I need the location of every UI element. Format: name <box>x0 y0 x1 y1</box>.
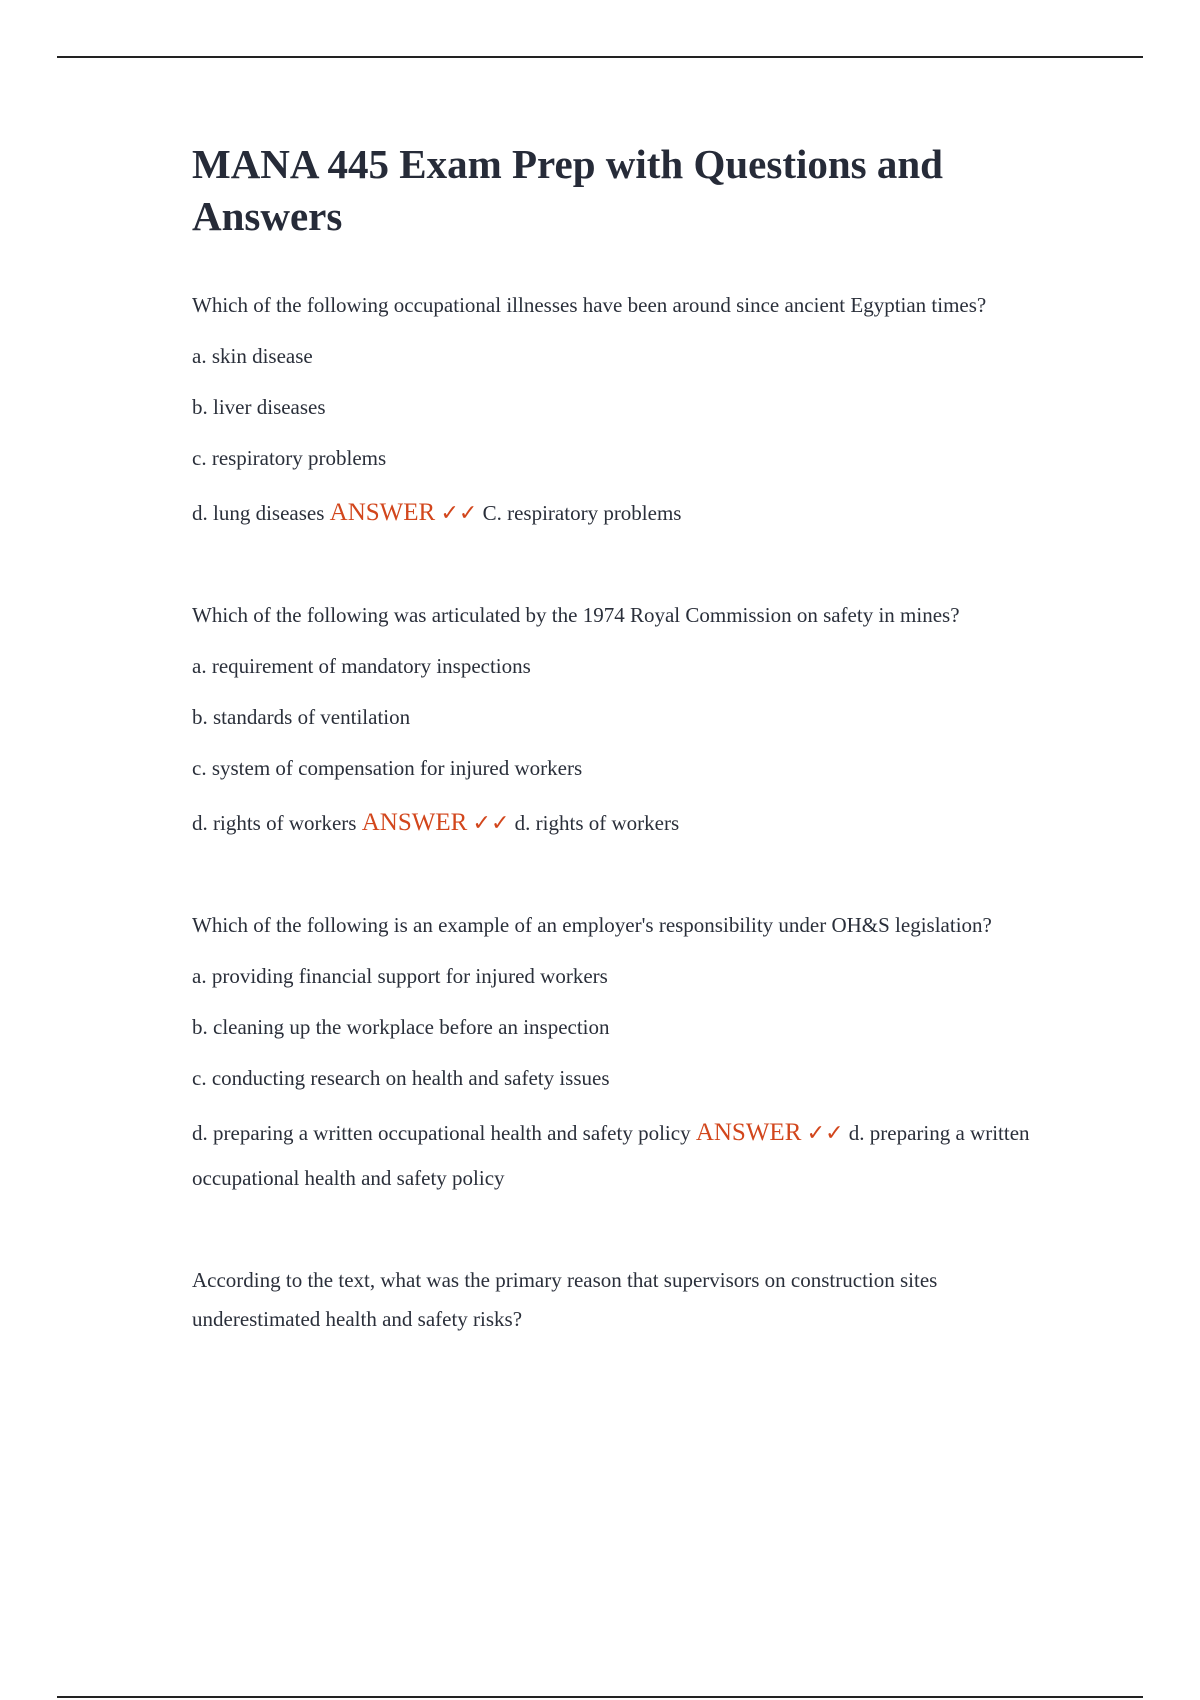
double-check-icon: ✓✓ <box>440 501 478 526</box>
question-text: According to the text, what was the primary reason that supervisors on construction sites underestimated health and safety risks? <box>192 1268 938 1331</box>
option-d: d. rights of workers <box>192 811 357 835</box>
answer-line <box>192 490 1037 536</box>
double-check-icon: ✓✓ <box>806 1121 844 1146</box>
question-block-4 <box>192 1261 1037 1339</box>
double-check-icon: ✓✓ <box>472 811 510 836</box>
option-b: b. cleaning up the workplace before an inspection <box>192 1015 610 1039</box>
option-c: c. conducting research on health and safety issues <box>192 1066 610 1090</box>
answer-line <box>192 1110 1037 1201</box>
answer-label: ANSWER <box>361 809 468 836</box>
answer-text: d. rights of workers <box>514 811 680 835</box>
answer-label: ANSWER <box>695 1119 802 1146</box>
option-b: b. liver diseases <box>192 395 326 419</box>
question-block-1 <box>192 286 1037 536</box>
option-c: c. respiratory problems <box>192 446 387 470</box>
option-c: c. system of compensation for injured workers <box>192 756 583 780</box>
question-block-3 <box>192 906 1037 1201</box>
option-a: a. providing financial support for injured workers <box>192 964 608 988</box>
answer-label: ANSWER <box>329 499 436 526</box>
document-page <box>192 138 1037 1351</box>
question-text: Which of the following was articulated by the 1974 Royal Commission on safety in mines? <box>192 603 960 627</box>
document-title: MANA 445 Exam Prep with Questions and Answers <box>192 141 943 239</box>
question-text: Which of the following is an example of an employer's responsibility under OH&S legislation? <box>192 913 992 937</box>
option-b: b. standards of ventilation <box>192 705 411 729</box>
answer-line <box>192 800 1037 846</box>
option-a: a. skin disease <box>192 344 313 368</box>
answer-text: d. preparing a written occupational health and safety policy <box>192 1121 1030 1190</box>
bottom-rule <box>57 1696 1143 1698</box>
answer-text: C. respiratory problems <box>482 501 682 525</box>
option-a: a. requirement of mandatory inspections <box>192 654 531 678</box>
option-d: d. preparing a written occupational health and safety policy <box>192 1121 691 1145</box>
question-block-2 <box>192 596 1037 846</box>
question-text: Which of the following occupational illnesses have been around since ancient Egyptian times? <box>192 293 987 317</box>
top-rule <box>57 56 1143 58</box>
option-d: d. lung diseases <box>192 501 325 525</box>
